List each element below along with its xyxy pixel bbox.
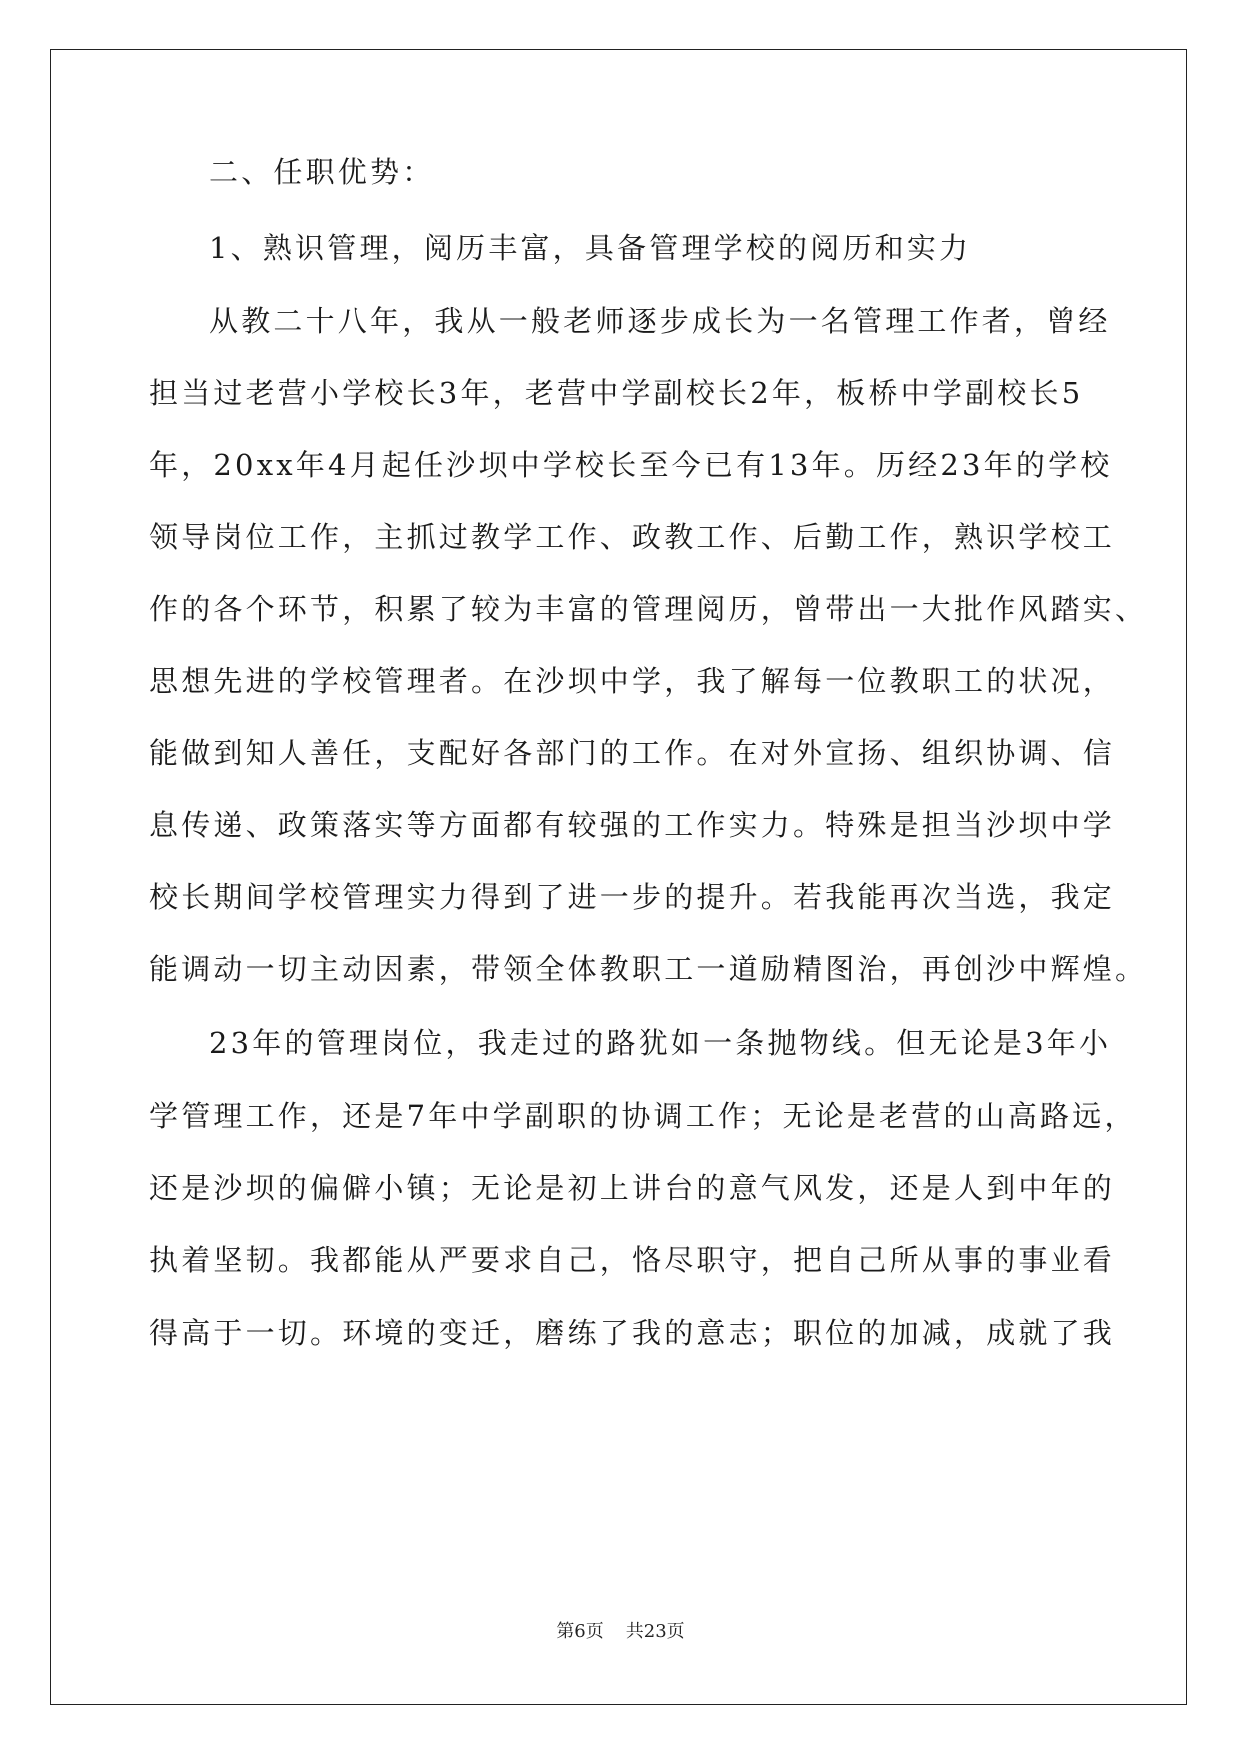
paragraph-line: 学管理工作，还是7年中学副职的协调工作；无论是老营的山高路远，: [149, 1099, 1137, 1133]
paragraph-line: 23年的管理岗位，我走过的路犹如一条抛物线。但无论是3年小: [209, 1026, 1112, 1060]
paragraph-line: 得高于一切。环境的变迁，磨练了我的意志；职位的加减，成就了我: [149, 1316, 1116, 1350]
paragraph-line: 担当过老营小学校长3年，老营中学副校长2年，板桥中学副校长5: [149, 376, 1084, 410]
section-heading: 二、任职优势：: [209, 155, 435, 189]
page-number: 第6页: [556, 1621, 604, 1642]
page-total: 共23页: [625, 1621, 685, 1642]
page-footer: [0, 1620, 1241, 1644]
paragraph-line: 息传递、政策落实等方面都有较强的工作实力。特殊是担当沙坝中学: [149, 808, 1116, 842]
paragraph-line: 作的各个环节，积累了较为丰富的管理阅历，曾带出一大批作风踏实、: [149, 592, 1148, 626]
paragraph-line: 领导岗位工作，主抓过教学工作、政教工作、后勤工作，熟识学校工: [149, 520, 1116, 554]
paragraph-line: 能做到知人善任，支配好各部门的工作。在对外宣扬、组织协调、信: [149, 736, 1116, 770]
paragraph-line: 能调动一切主动因素，带领全体教职工一道励精图治，再创沙中辉煌。: [149, 952, 1148, 986]
section-subheading: 1、熟识管理，阅历丰富，具备管理学校的阅历和实力: [209, 231, 972, 265]
paragraph-line: 还是沙坝的偏僻小镇；无论是初上讲台的意气风发，还是人到中年的: [149, 1171, 1116, 1205]
paragraph-line: 校长期间学校管理实力得到了进一步的提升。若我能再次当选，我定: [149, 880, 1116, 914]
paragraph-line: 思想先进的学校管理者。在沙坝中学，我了解每一位教职工的状况，: [149, 664, 1116, 698]
paragraph-line: 年，20xx年4月起任沙坝中学校长至今已有13年。历经23年的学校: [149, 448, 1113, 482]
paragraph-line: 从教二十八年，我从一般老师逐步成长为一名管理工作者，曾经: [209, 304, 1111, 338]
paragraph-line: 执着坚韧。我都能从严要求自己，恪尽职守，把自己所从事的事业看: [149, 1243, 1116, 1277]
